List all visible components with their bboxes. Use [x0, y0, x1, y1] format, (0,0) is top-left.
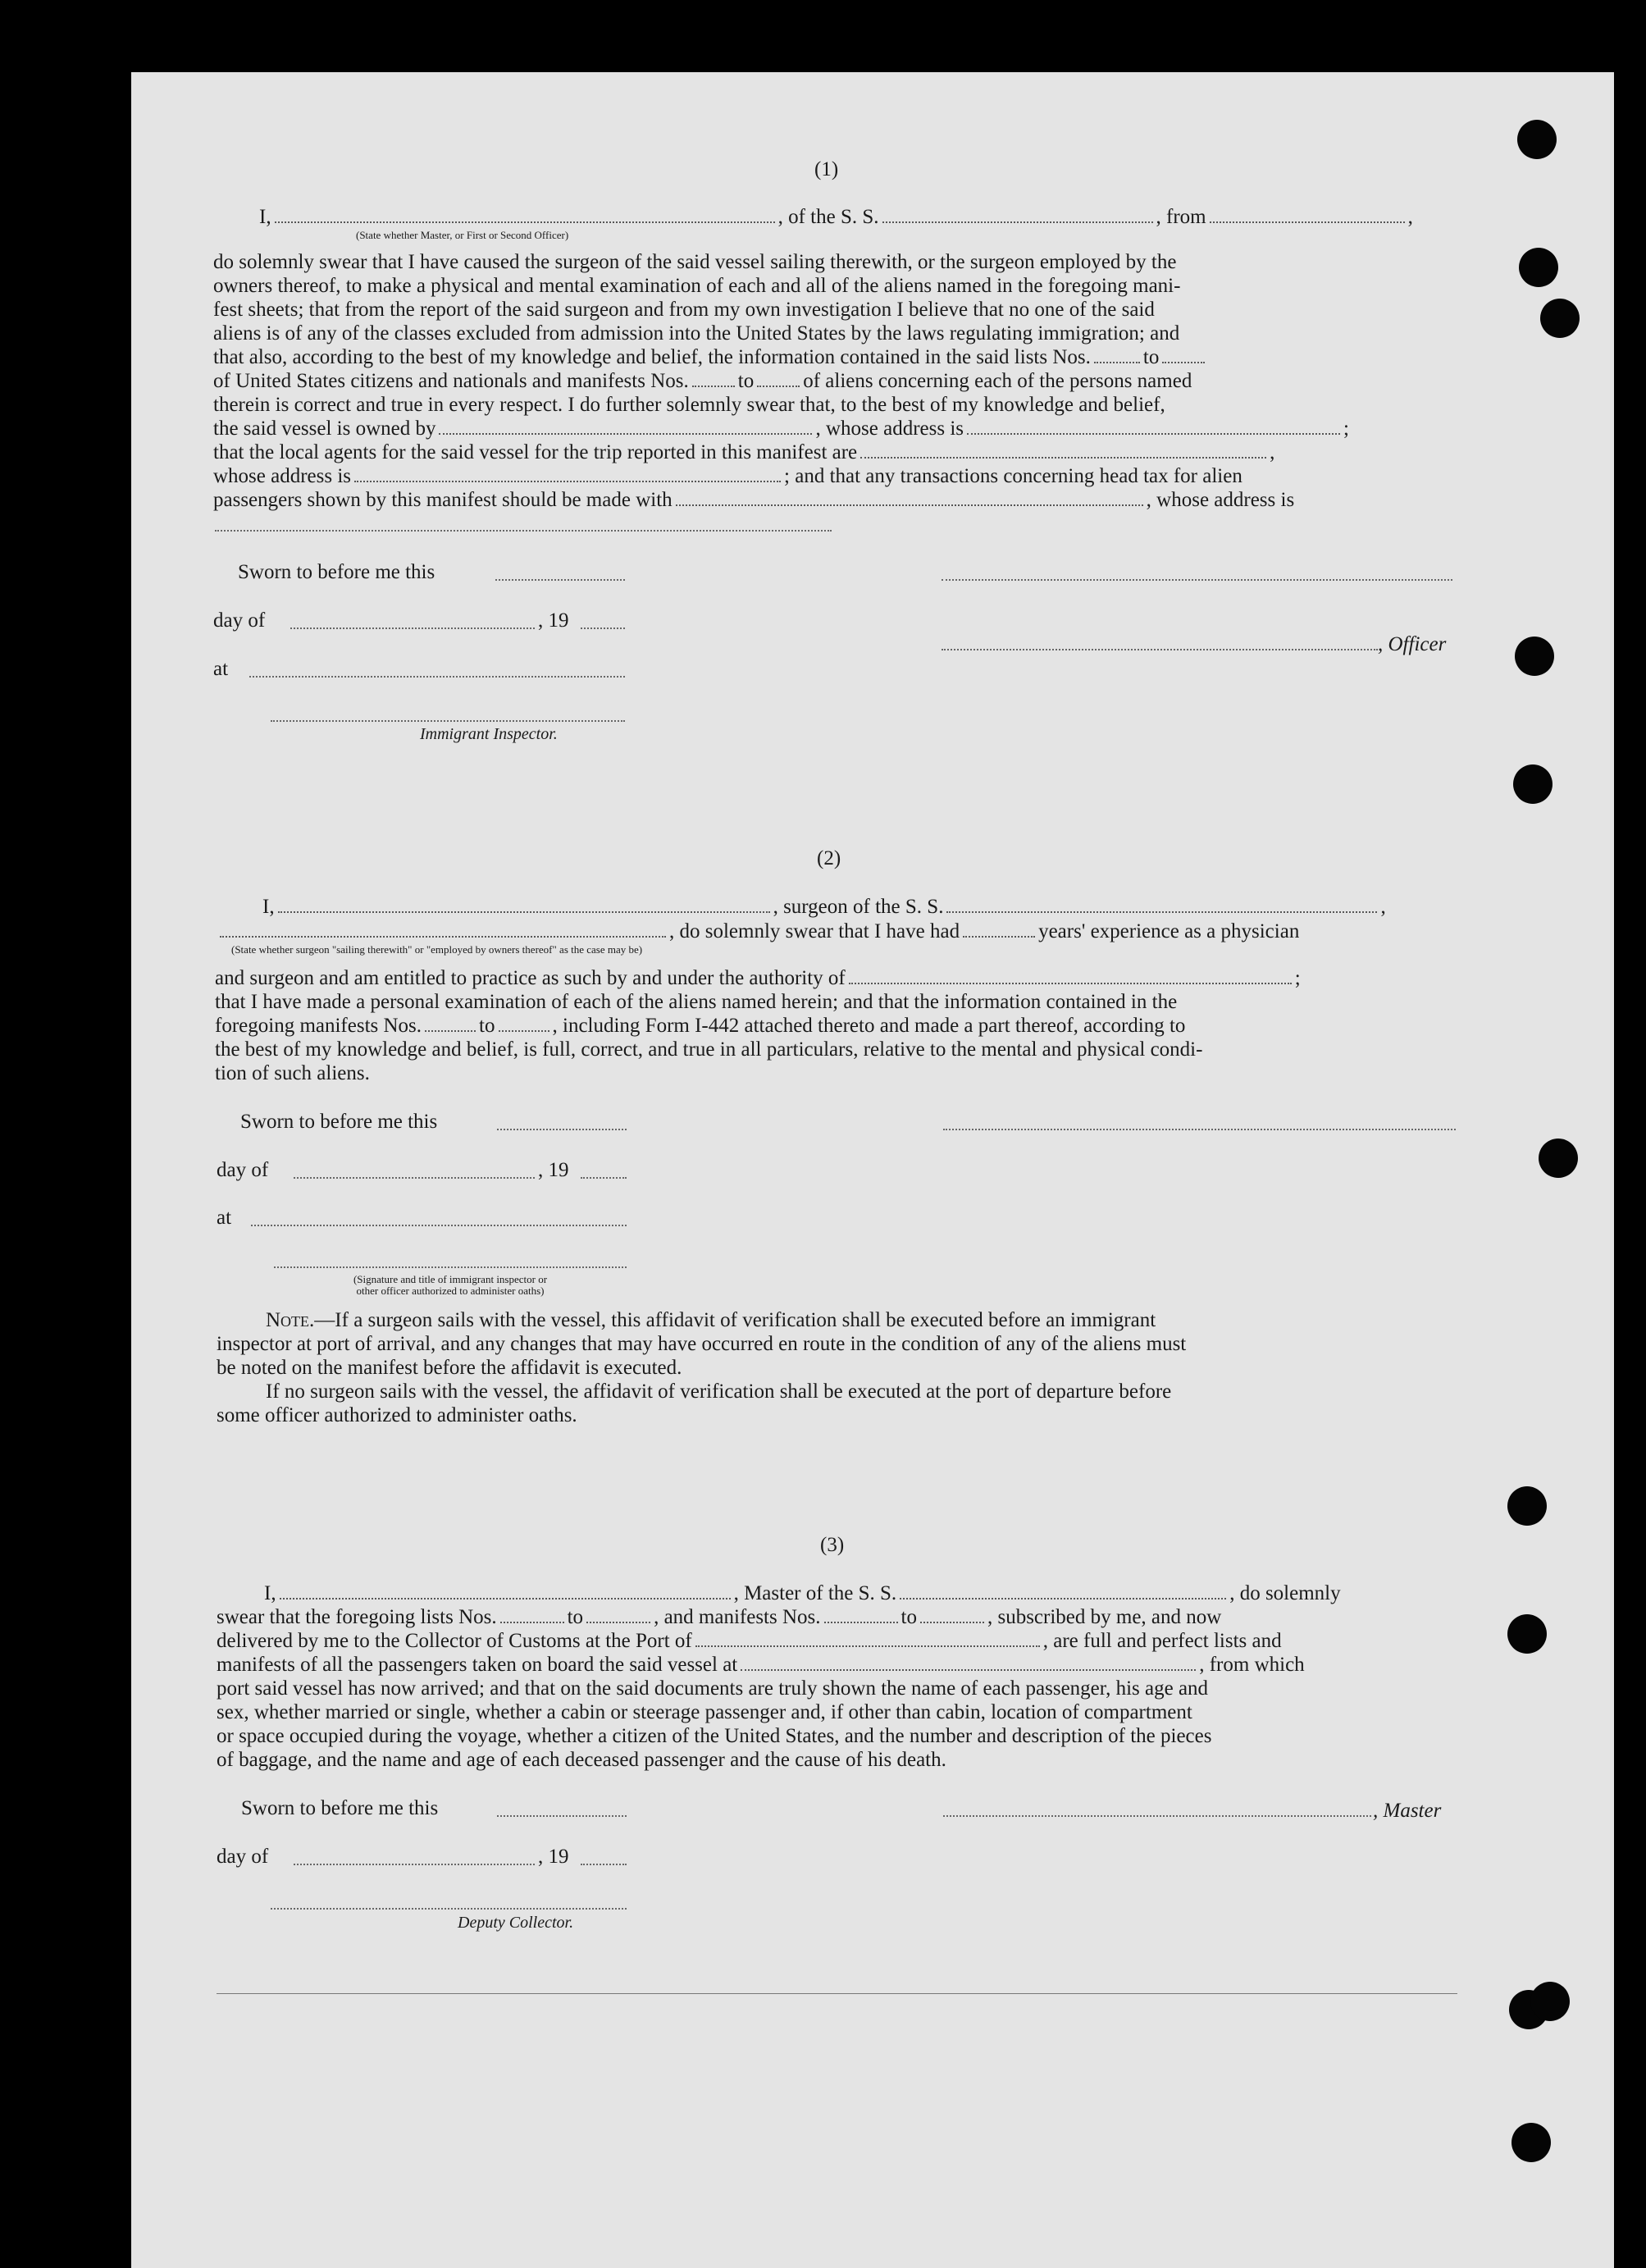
s2-line-1: [262, 895, 1386, 919]
oath-line: therein is correct and true in every respect. I do further solemnly swear that, to the best of my knowledge and belief,: [213, 394, 1165, 416]
s1-year-field[interactable]: [581, 627, 625, 629]
s2-sworn-label: Sworn to before me this: [240, 1111, 438, 1133]
oath-line: [217, 1605, 1457, 1629]
semicolon: ;: [1294, 967, 1301, 989]
oath-line: [213, 488, 1456, 512]
s3-sworn-label: Sworn to before me this: [241, 1797, 439, 1819]
s2-vessel-field[interactable]: [946, 900, 1377, 913]
manifests-text: foregoing manifests Nos.: [215, 1015, 422, 1037]
s2-note-paragraph: [217, 1308, 1457, 1427]
note-line: be noted on the manifest before the affidavit is executed.: [217, 1357, 682, 1379]
surgeon-status-field[interactable]: [220, 924, 666, 938]
s2-signature-caption-2: other officer authorized to administer oaths): [356, 1285, 545, 1297]
s1-from: , from: [1156, 206, 1206, 228]
s1-year-label: , 19: [538, 609, 569, 632]
s2-sworn-date-field[interactable]: [497, 1129, 627, 1130]
owned-by-text: the said vessel is owned by: [213, 418, 436, 440]
oath-line: do solemnly swear that I have caused the surgeon of the said vessel sailing therewith, or the surgeon employed by the: [213, 251, 1177, 273]
section-3-number: (3): [820, 1534, 845, 1556]
agents-text: that the local agents for the said vessel for the trip reported in this manifest are: [213, 441, 858, 463]
years-experience-field[interactable]: [963, 924, 1035, 938]
s2-oath-paragraph: [215, 966, 1457, 1085]
s2-status-caption: (State whether surgeon "sailing therewith" or "employed by owners thereof" as the case may be): [231, 943, 643, 956]
to-text: to: [737, 370, 755, 392]
s2-inspector-signature-field[interactable]: [274, 1266, 627, 1268]
semicolon: ;: [1343, 418, 1349, 440]
s3-manifests-to-field[interactable]: [920, 1610, 984, 1623]
boarded-text: manifests of all the passengers taken on board the said vessel at: [217, 1654, 738, 1676]
oath-line: [213, 464, 1456, 488]
experience-text: years' experience as a physician: [1038, 920, 1300, 942]
section-1-number: (1): [814, 158, 839, 180]
note-line: If no surgeon sails with the vessel, the affidavit of verification shall be executed at the port of departure before: [266, 1380, 1172, 1403]
surgeon-of-ss: , surgeon of the S. S.: [773, 896, 944, 918]
from-which-text: , from which: [1199, 1654, 1305, 1676]
binder-hole: [1530, 1982, 1570, 2021]
s1-inspector-label: Immigrant Inspector.: [420, 725, 558, 743]
surgeon-name-field[interactable]: [278, 900, 770, 913]
oath-line: [217, 1653, 1457, 1677]
s2-intro: I,: [262, 896, 275, 918]
authority-field[interactable]: [849, 971, 1292, 984]
s2-place-field[interactable]: [251, 1225, 627, 1226]
form-text: , including Form I-442 attached thereto and made a part thereof, according to: [552, 1015, 1186, 1037]
lists-from-field[interactable]: [1094, 350, 1140, 363]
binder-hole: [1515, 637, 1554, 676]
s3-line-1: [264, 1581, 1341, 1605]
s1-month-field[interactable]: [290, 627, 535, 629]
head-tax-text: ; and that any transactions concerning head tax for alien: [784, 465, 1242, 487]
transactions-text: passengers shown by this manifest should be made with: [213, 489, 673, 511]
binder-hole: [1511, 2123, 1551, 2162]
lists-complete-text: , are full and perfect lists and: [1042, 1630, 1282, 1652]
s3-day-of-label: day of: [217, 1846, 269, 1868]
port-from-field[interactable]: [1210, 210, 1405, 223]
oath-line: [213, 369, 1456, 393]
s1-rank-caption: (State whether Master, or First or Second Officer): [356, 229, 569, 241]
oath-line: [215, 966, 1457, 990]
note-text: —If a surgeon sails with the vessel, this affidavit of verification shall be executed before an immigrant: [314, 1309, 1156, 1331]
lists-to-field[interactable]: [1162, 350, 1205, 363]
s3-collector-signature-field[interactable]: [271, 1908, 627, 1910]
port-of-departure-field[interactable]: [741, 1658, 1196, 1671]
aliens-text: of aliens concerning each of the persons named: [803, 370, 1192, 392]
s1-inspector-signature-field[interactable]: [271, 720, 625, 722]
s2-at-label: at: [217, 1207, 232, 1229]
oath-line: [213, 440, 1456, 464]
s1-officer-signature-field[interactable]: [942, 579, 1452, 581]
oath-line: aliens is of any of the classes excluded from admission into the United States by the laws regulating immigration; and: [213, 322, 1180, 345]
solemnly-text: , do solemnly: [1229, 1582, 1341, 1604]
s3-manifests-from-field[interactable]: [824, 1610, 898, 1623]
s3-month-field[interactable]: [294, 1864, 535, 1865]
to-text: to: [567, 1606, 584, 1628]
oath-line: or space occupied during the voyage, whether a citizen of the United States, and the number and description of the pieces: [217, 1725, 1212, 1747]
s2-year-label: , 19: [538, 1159, 569, 1181]
s3-lists-from-field[interactable]: [500, 1610, 564, 1623]
note-label: Note.: [266, 1309, 315, 1331]
note-line: inspector at port of arrival, and any changes that may have occurred en route in the condition of any of the aliens must: [217, 1333, 1187, 1355]
note-line: some officer authorized to administer oaths.: [217, 1404, 577, 1426]
s2-month-field[interactable]: [294, 1177, 535, 1179]
s3-sworn-date-field[interactable]: [497, 1815, 627, 1817]
binder-hole: [1519, 248, 1558, 287]
s2-manifests-to-field[interactable]: [499, 1019, 549, 1032]
subscribed-text: , subscribed by me, and now: [987, 1606, 1222, 1628]
oath-line: owners thereof, to make a physical and mental examination of each and all of the aliens named in the foregoing mani-: [213, 275, 1181, 297]
s3-intro: I,: [264, 1582, 276, 1604]
agents-address-field[interactable]: [354, 469, 781, 482]
lists-text: that also, according to the best of my knowledge and belief, the information contained in the said lists Nos.: [213, 346, 1091, 368]
binder-hole: [1540, 299, 1580, 338]
agents-field[interactable]: [860, 445, 1266, 459]
s3-year-field[interactable]: [581, 1864, 627, 1865]
oath-line: [215, 1014, 1457, 1038]
s1-day-of-label: day of: [213, 609, 266, 632]
oath-line: [213, 345, 1456, 369]
s3-vessel-field[interactable]: [900, 1586, 1226, 1599]
s3-master-label: , Master: [1373, 1800, 1442, 1822]
s2-signature-caption-1: (Signature and title of immigrant inspector or: [353, 1273, 548, 1285]
master-name-field[interactable]: [280, 1586, 731, 1599]
manifests-to-field[interactable]: [757, 374, 800, 387]
authority-text: and surgeon and am entitled to practice as such by and under the authority of: [215, 967, 846, 989]
section-2-number: (2): [817, 847, 841, 869]
master-of-ss: , Master of the S. S.: [733, 1582, 897, 1604]
to-text: to: [479, 1015, 495, 1037]
oath-line: sex, whether married or single, whether a cabin or steerage passenger and, if other than cabin, location of compartment: [217, 1701, 1192, 1723]
oath-line: the best of my knowledge and belief, is full, correct, and true in all particulars, relative to the mental and physical condi-: [215, 1038, 1203, 1061]
binder-hole: [1517, 120, 1557, 159]
binder-hole: [1513, 764, 1553, 804]
swear-text: , do solemnly swear that I have had: [669, 920, 960, 942]
oath-line: port said vessel has now arrived; and that on the said documents are truly shown the name of each passenger, his age and: [217, 1677, 1209, 1700]
s1-officer-name-field[interactable]: [942, 649, 1378, 650]
s3-collector-label: Deputy Collector.: [458, 1914, 574, 1932]
binder-hole: [1507, 1486, 1547, 1526]
oath-line: fest sheets; that from the report of the said surgeon and from my own investigation I believe that no one of the said: [213, 299, 1155, 321]
vessel-name-field[interactable]: [882, 210, 1153, 223]
oath-line: of baggage, and the name and age of each deceased passenger and the cause of his death.: [217, 1749, 946, 1771]
address-text: , whose address is: [1146, 489, 1295, 511]
comma: ,: [1407, 206, 1413, 228]
oath-line: [217, 1629, 1457, 1653]
officer-rank-field[interactable]: [275, 210, 775, 223]
head-tax-party-field[interactable]: [676, 493, 1143, 506]
s3-master-signature-field[interactable]: [943, 1815, 1371, 1817]
lists-text: swear that the foregoing lists Nos.: [217, 1606, 497, 1628]
s1-intro: I,: [259, 206, 271, 228]
s1-place-field[interactable]: [249, 676, 625, 678]
to-text: to: [1142, 346, 1160, 368]
s3-lists-to-field[interactable]: [586, 1610, 650, 1623]
s2-signature-field[interactable]: [943, 1129, 1456, 1130]
port-text: delivered by me to the Collector of Customs at the Port of: [217, 1630, 692, 1652]
s3-oath-paragraph: [217, 1605, 1457, 1772]
oath-line: that I have made a personal examination of each of the aliens named herein; and that the information contained in the: [215, 991, 1178, 1013]
comma: ,: [1270, 441, 1275, 463]
s1-officer-label: , Officer: [1378, 633, 1447, 655]
address-text: , whose address is: [815, 418, 964, 440]
note-line: [217, 1308, 1457, 1332]
s2-line-2: [217, 920, 1299, 943]
s1-sworn-date-field[interactable]: [495, 579, 625, 581]
head-tax-address-field[interactable]: [215, 530, 832, 532]
s1-at-label: at: [213, 658, 229, 680]
s3-year-label: , 19: [538, 1846, 569, 1868]
owner-field[interactable]: [439, 422, 812, 435]
binder-hole: [1507, 1614, 1547, 1654]
comma: ,: [1380, 896, 1386, 918]
address-text: whose address is: [213, 465, 352, 487]
s2-year-field[interactable]: [581, 1177, 627, 1179]
manifests-from-field[interactable]: [692, 374, 735, 387]
s2-day-of-label: day of: [217, 1159, 269, 1181]
oath-line: [213, 417, 1456, 440]
owner-address-field[interactable]: [967, 422, 1340, 435]
s1-oath-paragraph: [213, 250, 1456, 512]
port-of-arrival-field[interactable]: [695, 1634, 1040, 1647]
s2-manifests-from-field[interactable]: [425, 1019, 476, 1032]
binder-hole: [1539, 1139, 1578, 1178]
s1-sworn-label: Sworn to before me this: [238, 561, 435, 583]
bottom-rule: [217, 1993, 1457, 1994]
s1-line-1: [259, 205, 1413, 229]
manifests-text: of United States citizens and nationals and manifests Nos.: [213, 370, 689, 392]
manifests-text: , and manifests Nos.: [654, 1606, 821, 1628]
s1-of-ss: , of the S. S.: [777, 206, 879, 228]
oath-line: tion of such aliens.: [215, 1062, 370, 1084]
to-text: to: [901, 1606, 917, 1628]
